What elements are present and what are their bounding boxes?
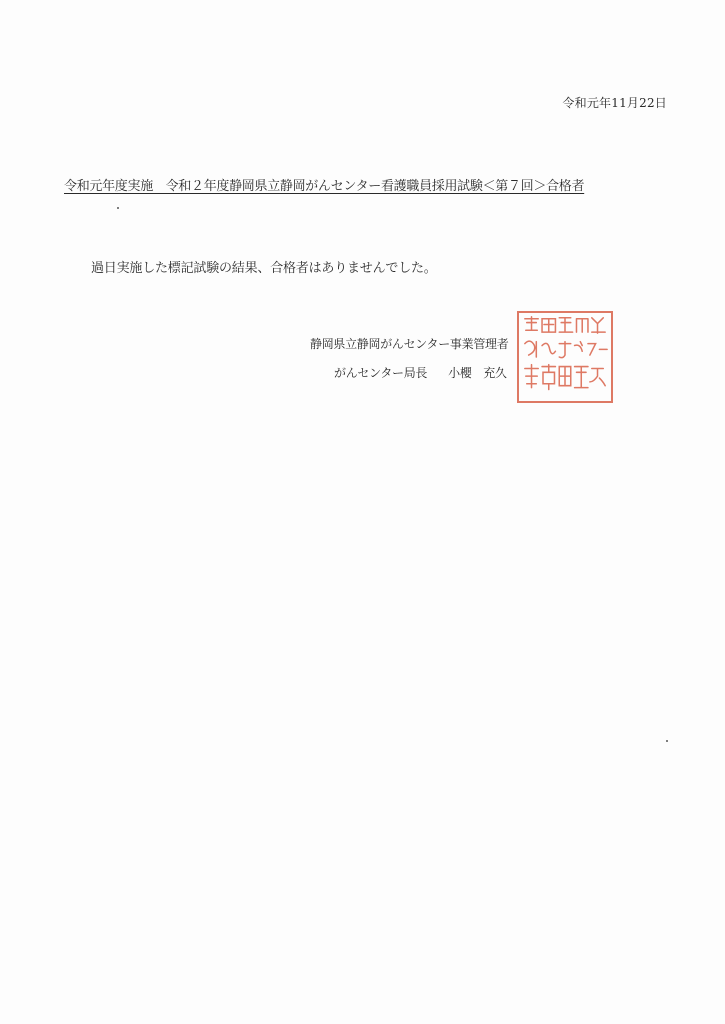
document-title: 令和元年度実施 令和２年度静岡県立静岡がんセンター看護職員採用試験＜第７回＞合格者	[64, 179, 585, 194]
scan-speck	[117, 207, 119, 209]
scan-speck	[666, 740, 668, 742]
official-seal-stamp	[517, 311, 613, 403]
seal-graphic	[519, 313, 611, 401]
signature-position: がんセンター局長	[334, 366, 428, 380]
signature-organization: 静岡県立静岡がんセンター事業管理者	[310, 337, 509, 351]
signature-line	[334, 364, 507, 381]
signature-name: 小櫻 充久	[448, 366, 507, 380]
document-body: 過日実施した標記試験の結果、合格者はありませんでした。	[91, 261, 437, 276]
document-date: 令和元年11月22日	[562, 96, 667, 110]
